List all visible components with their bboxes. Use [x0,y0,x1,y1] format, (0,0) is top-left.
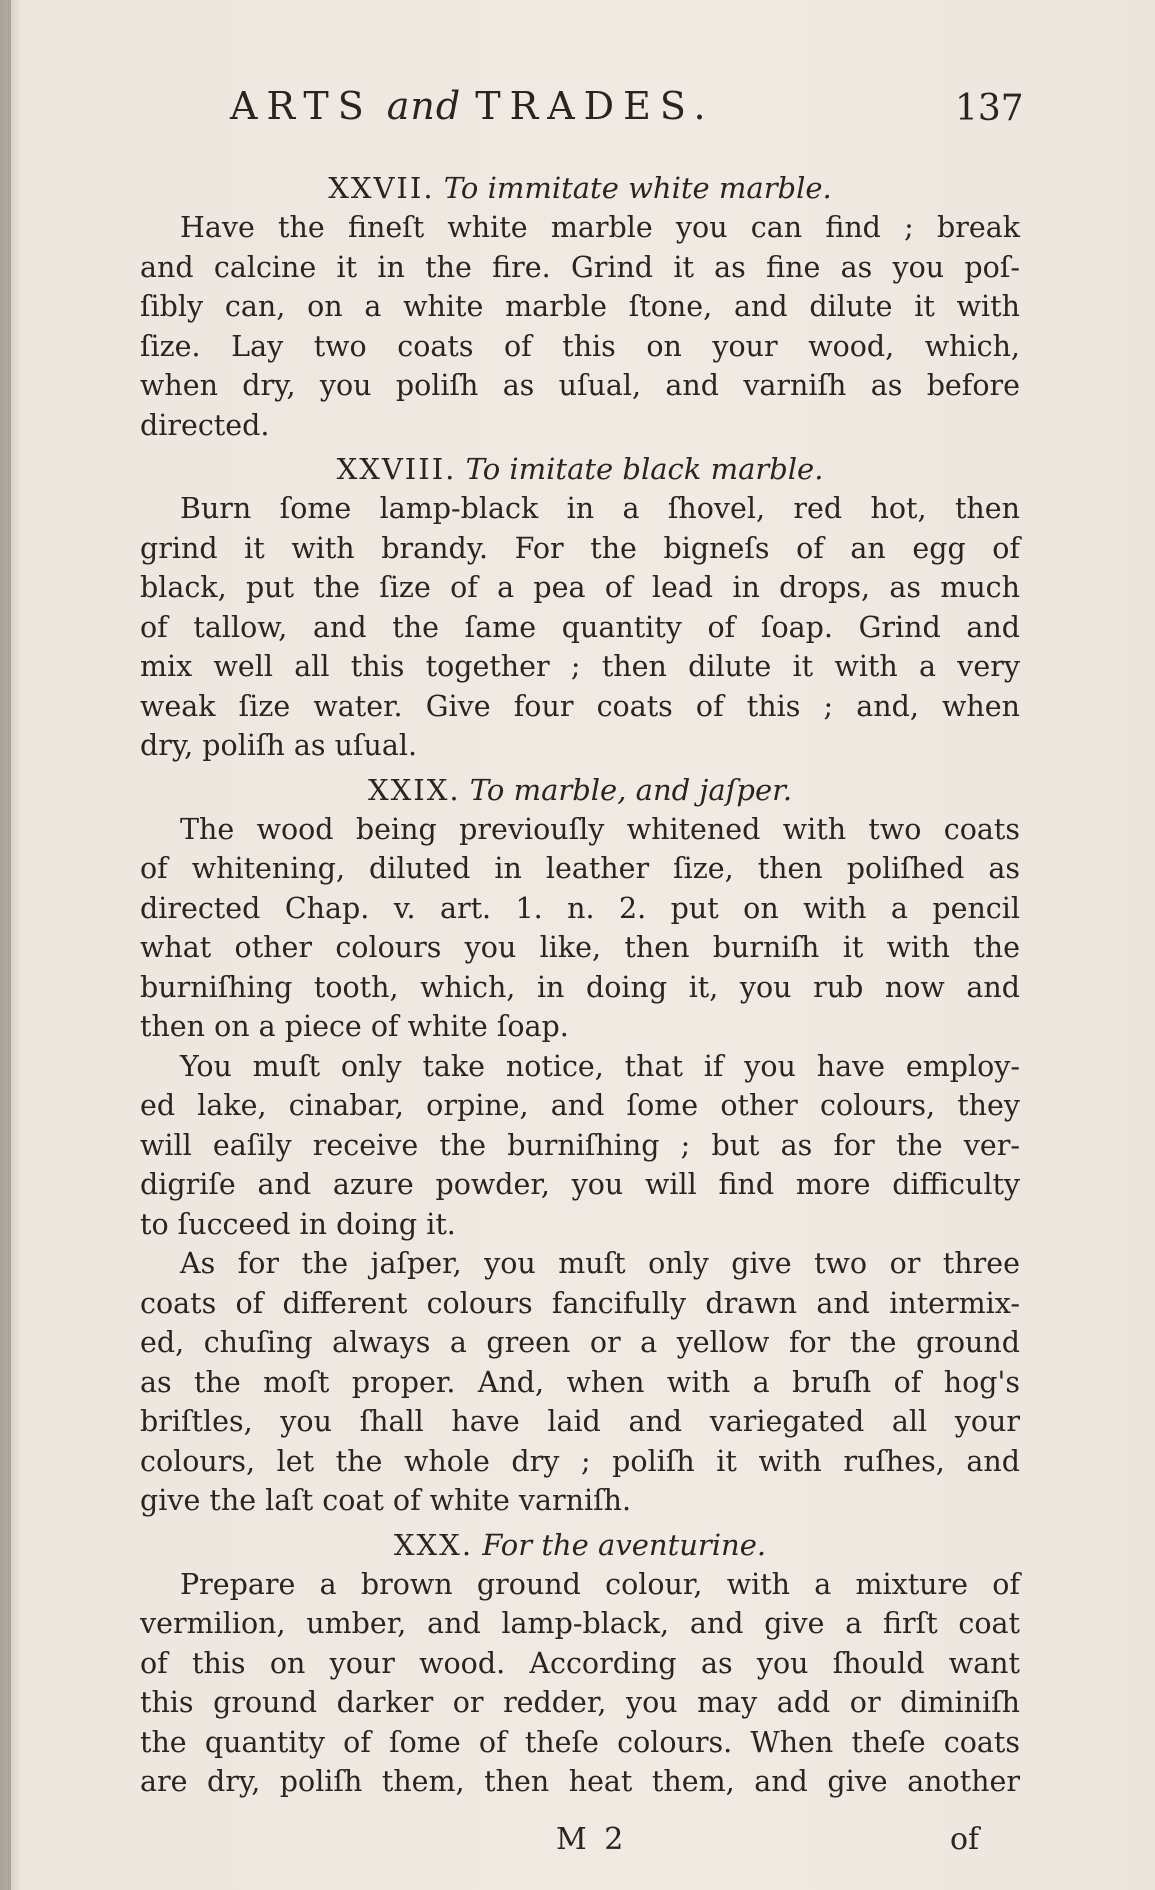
body-text [140,168,1020,1802]
text-line: coats of different colours fancifully drawn and intermix- [140,1286,1020,1320]
text-line: ſize. Lay two coats of this on your wood, which, [140,329,1020,363]
paragraph [140,1047,1020,1245]
running-head-and: and [386,84,462,128]
text-line: what other colours you like, then burniſh it with the [140,931,1020,964]
text-line: will eaſily receive the burniſhing ; but as for the ver- [140,1128,1020,1162]
section-number: XXX. [393,1527,474,1562]
section-title: For the aventurine. [482,1527,767,1562]
paragraph [140,489,1020,766]
section-title: To marble, and jaſper. [469,772,793,807]
text-line: and calcine it in the fire. Grind it as fine as you poſ- [140,250,1020,284]
text-line: Have the fineſt white marble you can find ; break [180,211,1020,244]
text-line: this ground darker or redder, you may add or diminiſh [140,1686,1020,1719]
text-line: grind it with brandy. For the bigneſs of an egg of [140,531,1020,565]
section-number: XXVII. [328,171,435,205]
text-line: of whitening, diluted in leather ſize, then poliſhed as [140,852,1020,885]
text-line: of tallow, and the ſame quantity of ſoap. Grind and [140,610,1020,644]
catchword: of [950,1822,980,1857]
text-line: are dry, poliſh them, then heat them, and give another [140,1765,1020,1798]
running-head-right: TRADES. [475,84,715,128]
text-line: dry, poliſh as uſual. [140,729,417,762]
section-number: XXIX. [367,772,461,807]
text-line: briſtles, you ſhall have laid and variegated all your [140,1405,1020,1438]
section-heading [140,1525,1020,1565]
text-line: digriſe and azure powder, you will find more difficulty [140,1168,1020,1201]
paragraph [140,1565,1020,1802]
text-line: give the laſt coat of white varniſh. [140,1484,632,1517]
text-line: of this on your wood. According as you ſhould want [140,1646,1020,1680]
section-title: To immitate white marble. [443,171,832,205]
text-line: vermilion, umber, and lamp-black, and give a firſt coat [140,1607,1020,1640]
text-line: ed lake, cinabar, orpine, and ſome other colours, they [140,1089,1020,1122]
text-line: The wood being previouſly whitened with two coats [180,812,1020,846]
section-heading [140,168,1020,208]
text-line: mix well all this together ; then dilute it with a very [140,650,1020,683]
text-line: ſibly can, on a white marble ſtone, and dilute it with [140,290,1020,323]
paragraph [140,1244,1020,1521]
section-heading [140,449,1020,489]
text-line: burniſhing tooth, which, in doing it, you rub now and [140,970,1020,1004]
text-line: weak ſize water. Give four coats of this ; and, when [140,689,1020,723]
text-line: when dry, you poliſh as uſual, and varniſh as before [140,369,1020,402]
paragraph [140,810,1020,1047]
running-head-left: ARTS [230,84,373,128]
text-line: colours, let the whole dry ; poliſh it with ruſhes, and [140,1444,1020,1478]
text-line: As for the jaſper, you muſt only give two or three [180,1247,1020,1280]
text-line: then on a piece of white ſoap. [140,1010,569,1043]
section-number: XXVIII. [336,452,457,486]
text-line: You muſt only take notice, that if you have employ- [180,1049,1020,1083]
paragraph [140,208,1020,445]
text-line: the quantity of ſome of theſe colours. When theſe coats [140,1725,1020,1759]
signature-mark: M 2 [556,1822,628,1857]
page-number: 137 [955,88,1024,129]
gutter-shadow [0,0,8,1890]
text-line: to ſucceed in doing it. [140,1207,456,1241]
text-line: as the moſt proper. And, when with a bruſh of hog's [140,1365,1020,1399]
text-line: ed, chuſing always a green or a yellow for the ground [140,1326,1020,1359]
text-line: black, put the ſize of a pea of lead in drops, as much [140,571,1020,604]
running-head [230,84,1030,134]
text-line: Burn ſome lamp-black in a ſhovel, red hot, then [180,492,1020,525]
text-line: Prepare a brown ground colour, with a mixture of [180,1567,1020,1601]
gutter-line [8,0,11,1890]
section-title: To imitate black marble. [465,452,824,486]
text-line: directed. [140,408,270,442]
section-heading [140,770,1020,810]
text-line: directed Chap. v. art. 1. n. 2. put on with a pencil [140,891,1020,925]
